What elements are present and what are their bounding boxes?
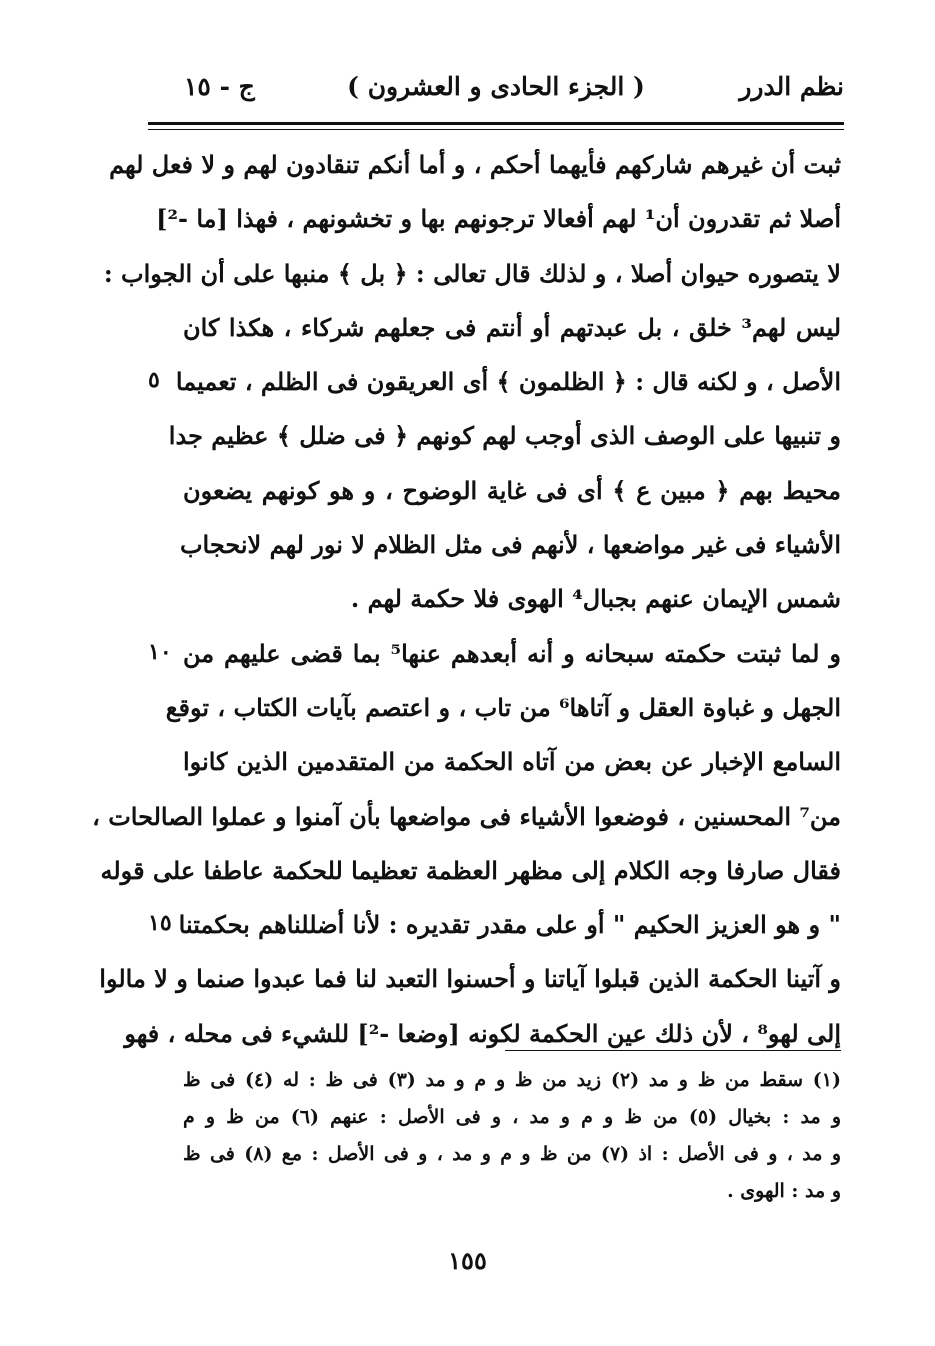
text-line: الجهل و غباوة العقل و آتاها⁶ من تاب ، و اعتصم بآيات الكتاب ، توقع: [165, 692, 841, 722]
footnote-line: (١) سقط من ظ و مد (٢) زيد من ظ و م و مد (٣) فى ظ : له (٤) فى ظ: [183, 1069, 841, 1091]
text-line: من⁷ المحسنين ، فوضعوا الأشياء فى مواضعها بأن آمنوا و عملوا الصالحات ،: [92, 801, 841, 831]
header-rule-thick: [148, 122, 844, 125]
page-number: ١٥٥: [448, 1246, 487, 1275]
text-line: ثبت أن غيرهم شاركهم فأيهما أحكم ، و أما أنكم تنقادون لهم و لا فعل لهم: [109, 150, 841, 179]
text-line: السامع الإخبار عن بعض من آتاه الحكمة من المتقدمين الذين كانوا: [183, 747, 842, 777]
header-rule-thin: [148, 129, 844, 130]
text-line: و تنبيها على الوصف الذى أوجب لهم كونهم ﴿ فى ضلل ﴾ عظيم جدا: [168, 421, 841, 451]
line-marker: ٥: [148, 367, 160, 394]
text-line: أصلا ثم تقدرون أن¹ لهم أفعالا ترجونهم بها و تخشونهم ، فهذا [ما -²]: [156, 204, 841, 234]
text-line: ليس لهم³ خلق ، بل عبدتهم أو أنتم فى جعلهم شركاء ، هكذا كان: [183, 312, 842, 342]
book-title: نظم الدرر: [739, 72, 844, 101]
volume-number: ج - ١٥: [184, 72, 255, 101]
part-title: ( الجزء الحادى و العشرون ): [347, 72, 645, 101]
footnote-line: و مد : الهوى .: [727, 1180, 841, 1202]
line-marker: ١٥: [148, 910, 172, 937]
text-line: و آتينا الحكمة الذين قبلوا آياتنا و أحسنوا التعبد لنا فما عبدوا صنما و لا مالوا: [99, 964, 841, 994]
text-line: محيط بهم ﴿ مبين ع ﴾ أى فى غاية الوضوح ، و هو كونهم يضعون: [183, 475, 841, 505]
text-line: و لما ثبتت حكمته سبحانه و أنه أبعدهم عنها⁵ بما قضى عليهم من: [183, 638, 841, 668]
footnotes: [183, 1062, 841, 1210]
footnote-line: و مد : بخيال (٥) من ظ و م و مد ، و فى الأصل : عنهم (٦) من ظ و م: [183, 1106, 841, 1128]
footnote-line: و مد ، و فى الأصل : اذ (٧) من ظ و م و مد ، و فى الأصل : مع (٨) فى ظ: [183, 1143, 841, 1165]
text-line: شمس الإيمان عنهم بجبال⁴ الهوى فلا حكمة لهم .: [350, 584, 841, 614]
text-line: الأصل ، و لكنه قال : ﴿ الظلمون ﴾ أى العريقون فى الظلم ، تعميما: [175, 367, 841, 397]
text-line: " و هو العزيز الحكيم " أو على مقدر تقديره : لأنا أضللناهم بحكمتنا: [178, 910, 841, 940]
footnote-rule: [505, 1050, 841, 1051]
text-line: الأشياء فى غير مواضعها ، لأنهم فى مثل الظلام لا نور لهم لانحجاب: [179, 530, 841, 560]
running-header: [148, 64, 844, 114]
line-marker: ١٠: [148, 638, 172, 665]
text-line: إلى لهو⁸ ، لأن ذلك عين الحكمة لكونه [وضعا -²] للشيء فى محله ، فهو: [124, 1018, 841, 1048]
text-line: فقال صارفا وجه الكلام إلى مظهر العظمة تعظيما للحكمة عاطفا على قوله: [100, 855, 841, 885]
text-line: لا يتصوره حيوان أصلا ، و لذلك قال تعالى : ﴿ بل ﴾ منبها على أن الجواب :: [103, 258, 841, 288]
